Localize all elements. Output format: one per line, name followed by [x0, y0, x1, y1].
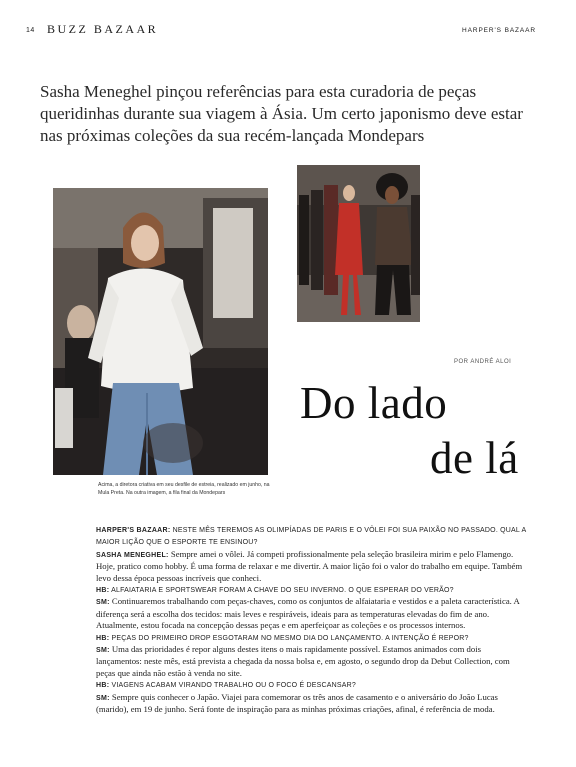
article-title-line-2: de lá: [430, 433, 519, 483]
speaker: HB:: [96, 634, 110, 642]
interview-answer: [96, 596, 526, 631]
interview-answer: [96, 549, 526, 584]
interview-question: [96, 584, 526, 596]
backstage-photo: [53, 188, 268, 475]
speaker: SM:: [96, 694, 110, 702]
interview-question: [96, 632, 526, 644]
interview-question: [96, 524, 526, 549]
interview-answer: [96, 692, 526, 716]
interview-body: [96, 524, 526, 716]
runway-photo-illustration: [297, 165, 420, 322]
speaker: HB:: [96, 587, 110, 595]
interview-answer: [96, 644, 526, 679]
byline: POR ANDRÉ ALOI: [454, 359, 512, 365]
article-title-line-1: Do lado: [300, 378, 448, 428]
question-text: VIAGENS ACABAM VIRANDO TRABALHO OU O FOCO É DESCANSAR?: [109, 682, 356, 690]
backstage-photo-illustration: [53, 188, 268, 475]
question-text: NESTE MÊS TEREMOS AS OLIMPÍADAS DE PARIS E O VÔLEI FOI SUA PAIXÃO NO PASSADO. QUAL A MAIOR LIÇÃO QUE O ESPORTE TE ENSINOU?: [96, 527, 526, 547]
question-text: PEÇAS DO PRIMEIRO DROP ESGOTARAM NO MESMO DIA DO LANÇAMENTO. A INTENÇÃO É REPOR?: [109, 634, 469, 642]
answer-text: Uma das prioridades é repor alguns destes itens o mais rapidamente possível. Estamos animados com dois lançamentos: neste mês, está prevista a chegada da nossa bolsa e, em agosto, o segundo drop da Debut Collection, com peças que ainda não estão à venda no site.: [96, 644, 510, 678]
speaker: SASHA MENEGHEL:: [96, 551, 169, 559]
speaker: HB:: [96, 682, 110, 690]
answer-text: Sempre amei o vôlei. Já competi profissionalmente pela seleção brasileira mirim e pelo Flamengo. Hoje, pratico como hobby. É uma forma de relaxar e me divertir. A maior lição foi o valor do trabalho em equipe. Também levo dessa época pessoas incríveis que conheci.: [96, 548, 523, 583]
speaker: HARPER'S BAZAAR:: [96, 527, 171, 534]
speaker: SM:: [96, 647, 110, 655]
answer-text: Sempre quis conhecer o Japão. Viajei para comemorar os três anos de casamento e o aniversário do João Lucas (marido), em 19 de junho. Será fonte de inspiração para as minhas próximas criações, afinal, é referência de moda.: [96, 691, 498, 715]
runway-photo: [297, 165, 420, 322]
section-logo: BUZZ BAZAAR: [47, 22, 159, 36]
photo-caption: Acima, a diretora criativa em seu desfile de estreia, realizado em junho, na Mula Preta. Na outra imagem, a fila final da Mondepars: [98, 482, 270, 496]
speaker: SM:: [96, 599, 110, 607]
question-text: ALFAIATARIA E SPORTSWEAR FORAM A CHAVE DO SEU INVERNO. O QUE ESPERAR DO VERÃO?: [109, 587, 454, 595]
interview-question: [96, 679, 526, 691]
magazine-name: HARPER'S BAZAAR: [462, 27, 536, 34]
lead-paragraph: Sasha Meneghel pinçou referências para esta curadoria de peças queridinhas durante sua viagem à Ásia. Um certo japonismo deve estar nas próximas coleções da sua recém-lançada Mondepars: [40, 82, 523, 145]
answer-text: Continuaremos trabalhando com peças-chaves, como os conjuntos de alfaiataria e vestidos e a paleta característica. A diferença será a escolha dos tecidos: mais leves e respiráveis, ideais para as temperaturas elevadas do fim de ano. Atualmente, estou focada na concepção dessas peças e em aperfeiçoar as coleções e os processos internos.: [96, 596, 520, 631]
page-number: 14: [26, 27, 35, 34]
